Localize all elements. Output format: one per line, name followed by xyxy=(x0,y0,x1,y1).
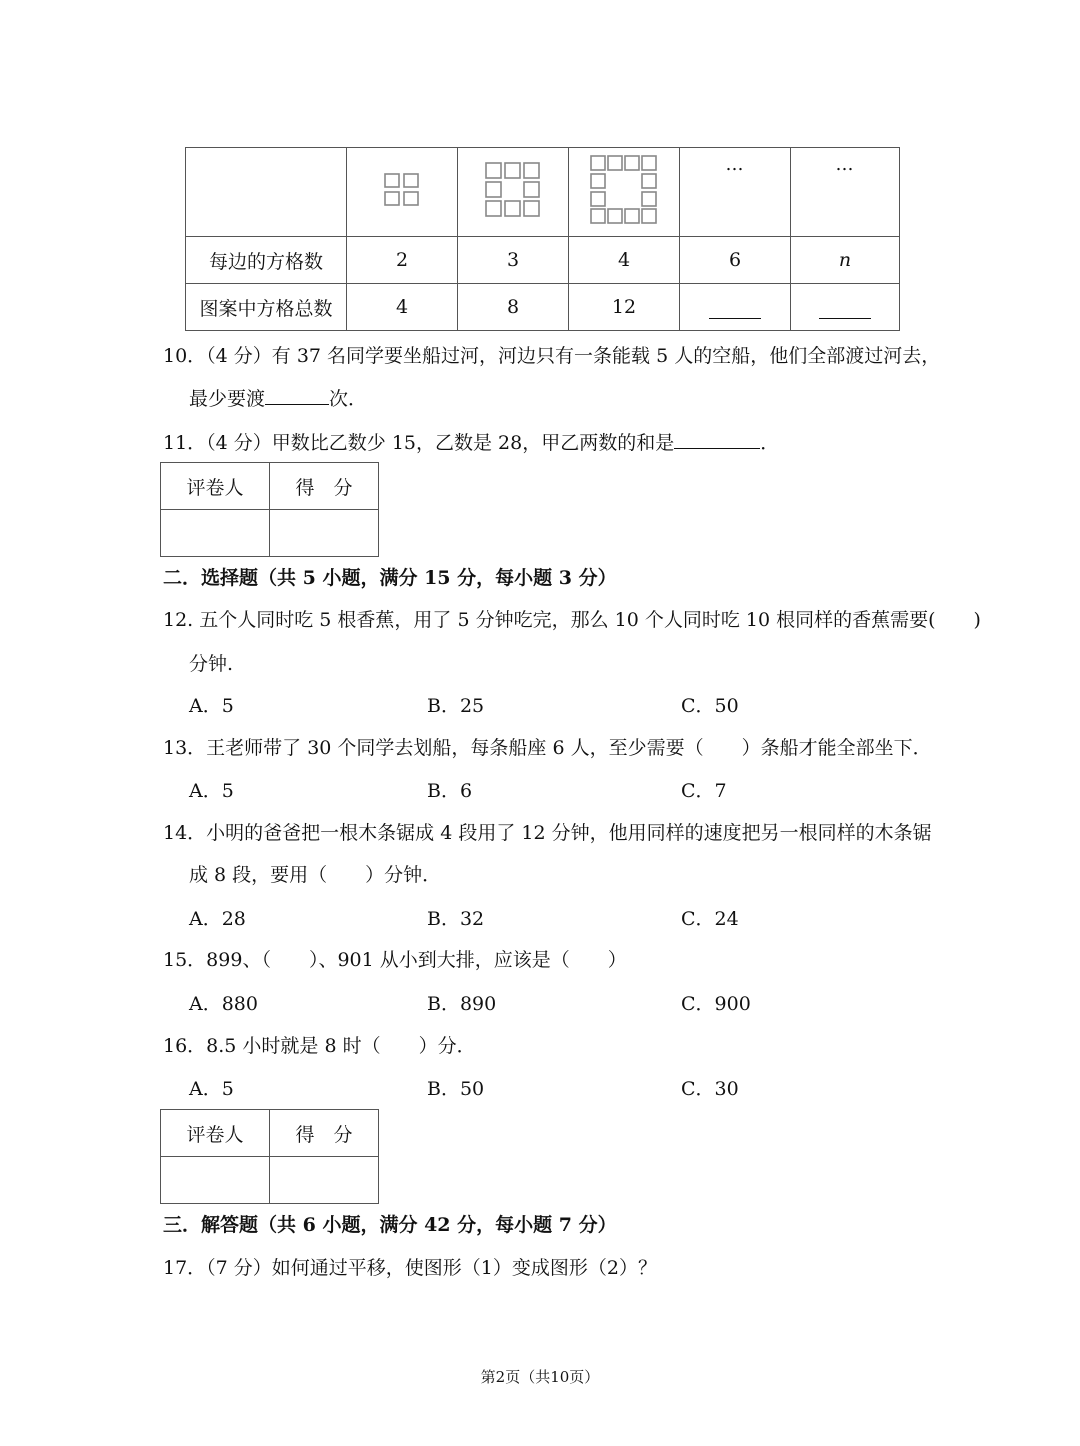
grader-label: 评卷人 xyxy=(161,1110,270,1157)
ellipsis-cell xyxy=(680,148,791,237)
question-11-text-b: ． xyxy=(760,432,780,454)
side-count: n xyxy=(791,237,900,284)
section-2-heading: 二．选择题（共 5 小题，满分 15 分，每小题 3 分） xyxy=(163,567,617,589)
option-b[interactable]: B．25 xyxy=(427,695,485,717)
ellipsis: … xyxy=(835,154,855,175)
option-a[interactable]: A．5 xyxy=(189,1078,234,1100)
pattern-2-figure xyxy=(347,148,458,237)
grader-label: 评卷人 xyxy=(161,463,270,510)
option-b[interactable]: B．890 xyxy=(427,993,497,1015)
option-b[interactable]: B．6 xyxy=(427,780,473,802)
square-grid-2-icon xyxy=(384,173,420,207)
question-12-line1: 12. 五个人同时吃 5 根香蕉，用了 5 分钟吃完，那么 10 个人同时吃 10 根同样的香蕉需要( ) xyxy=(163,609,981,631)
grader-field[interactable] xyxy=(161,1157,270,1204)
grader-field[interactable] xyxy=(161,510,270,557)
row-label-total: 图案中方格总数 xyxy=(186,284,347,331)
option-c[interactable]: C．30 xyxy=(681,1078,739,1100)
question-10-text-a: 最少要渡 xyxy=(189,388,266,410)
pattern-3-figure xyxy=(458,148,569,237)
header-empty-cell xyxy=(186,148,347,237)
total-count: 12 xyxy=(569,284,680,331)
question-11 xyxy=(163,430,779,455)
question-16: 16．8.5 小时就是 8 时（ ）分． xyxy=(163,1035,476,1057)
section-3-heading: 三．解答题（共 6 小题，满分 42 分，每小题 7 分） xyxy=(163,1214,617,1236)
question-10-line1: 10．（4 分）有 37 名同学要坐船过河，河边只有一条能载 5 人的空船，他们全部渡过河去， xyxy=(163,345,941,367)
question-14-line2: 成 8 段，要用（ ）分钟． xyxy=(189,864,442,886)
option-c[interactable]: C．50 xyxy=(681,695,739,717)
option-c[interactable]: C．7 xyxy=(681,780,727,802)
pattern-table xyxy=(185,147,900,331)
ellipsis: … xyxy=(725,154,745,175)
question-14-line1: 14．小明的爸爸把一根木条锯成 4 段用了 12 分钟，他用同样的速度把另一根同样的木条锯 xyxy=(163,822,932,844)
pattern-4-figure xyxy=(569,148,680,237)
option-c[interactable]: C．900 xyxy=(681,993,751,1015)
total-count: 8 xyxy=(458,284,569,331)
score-field[interactable] xyxy=(270,1157,379,1204)
side-count: 2 xyxy=(347,237,458,284)
score-field[interactable] xyxy=(270,510,379,557)
side-count: 6 xyxy=(680,237,791,284)
score-label: 得 分 xyxy=(270,463,379,510)
row-label-side: 每边的方格数 xyxy=(186,237,347,284)
option-b[interactable]: B．32 xyxy=(427,908,485,930)
question-13: 13．王老师带了 30 个同学去划船，每条船座 6 人，至少需要（ ）条船才能全部坐下． xyxy=(163,737,932,759)
question-17: 17．（7 分）如何通过平移，使图形（1）变成图形（2）？ xyxy=(163,1257,657,1279)
question-12-line2: 分钟. xyxy=(189,653,234,675)
question-10-line2 xyxy=(189,386,367,411)
answer-blank-q11[interactable] xyxy=(674,430,760,449)
option-c[interactable]: C．24 xyxy=(681,908,739,930)
total-answer-blank[interactable] xyxy=(680,284,791,331)
option-a[interactable]: A．5 xyxy=(189,695,234,717)
score-label: 得 分 xyxy=(270,1110,379,1157)
total-count: 4 xyxy=(347,284,458,331)
option-b[interactable]: B．50 xyxy=(427,1078,485,1100)
square-ring-4-icon xyxy=(590,155,658,225)
side-count: 4 xyxy=(569,237,680,284)
page-number: 第2页（共10页） xyxy=(480,1368,600,1386)
question-15: 15．899、（ ）、901 从小到大排，应该是（ ） xyxy=(163,949,627,971)
side-count: 3 xyxy=(458,237,569,284)
total-answer-blank[interactable] xyxy=(791,284,900,331)
scorer-box xyxy=(160,1109,379,1204)
question-11-text-a: 11．（4 分）甲数比乙数少 15，乙数是 28，甲乙两数的和是 xyxy=(163,432,675,454)
square-ring-3-icon xyxy=(485,162,541,218)
question-10-text-b: 次． xyxy=(329,388,368,410)
option-a[interactable]: A．5 xyxy=(189,780,234,802)
ellipsis-cell xyxy=(791,148,900,237)
option-a[interactable]: A．880 xyxy=(189,993,258,1015)
option-a[interactable]: A．28 xyxy=(189,908,246,930)
answer-blank-q10[interactable] xyxy=(265,386,329,405)
scorer-box xyxy=(160,462,379,557)
